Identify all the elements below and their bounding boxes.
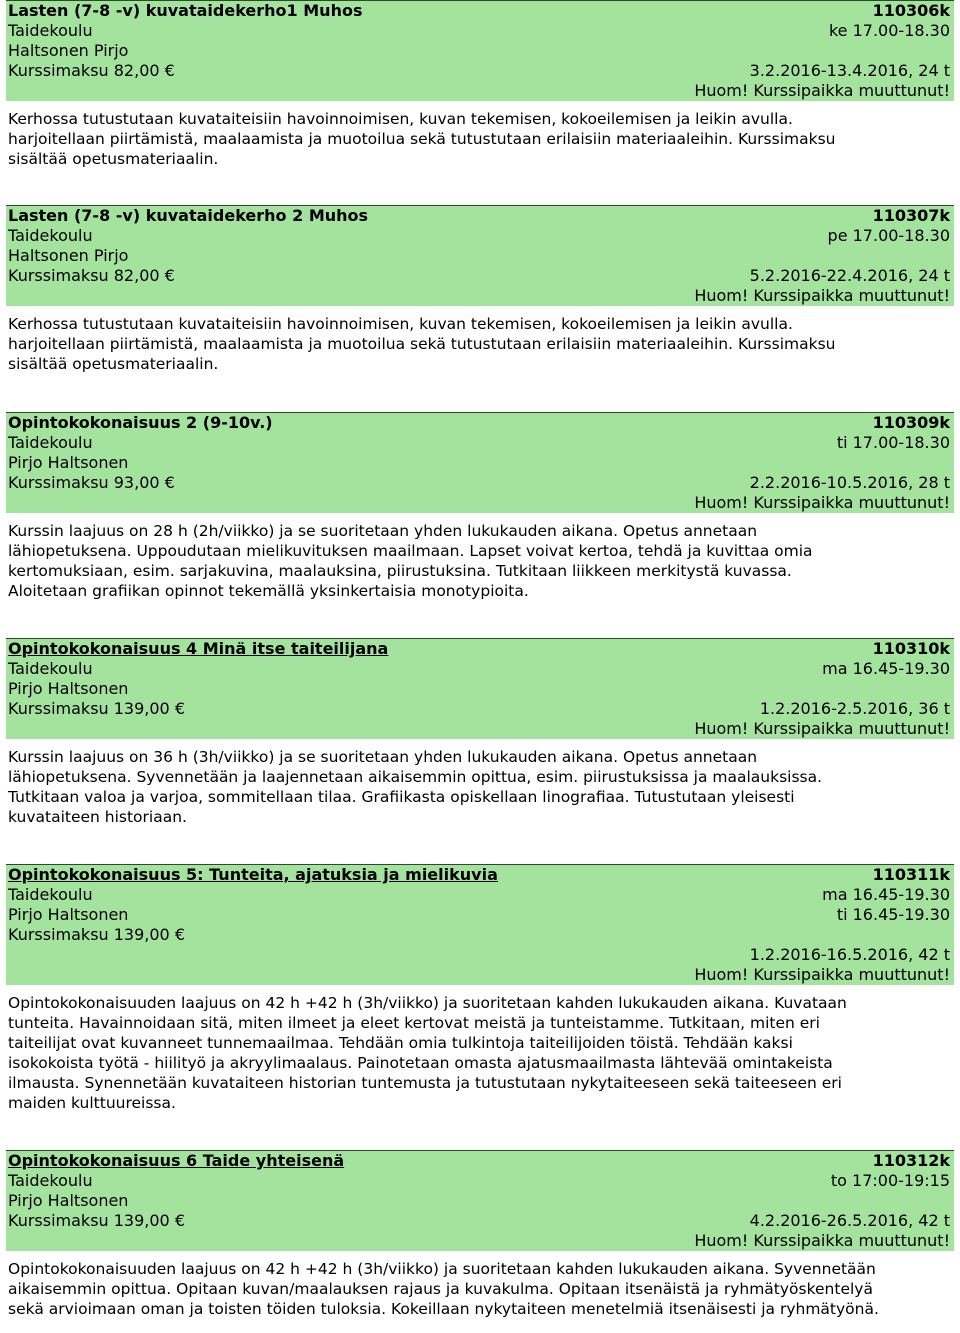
course-notice: Huom! Kurssipaikka muuttunut! (694, 493, 950, 512)
course-fee: Kurssimaksu 82,00 € (8, 266, 175, 285)
course-description: Kerhossa tutustutaan kuvataiteisiin havoinnoimisen, kuvan tekemisen, kokoeilemisen ja leikin avulla. harjoitellaan piirtämistä, maalaamista ja muotoilua sekä tutustutaan erilaisiin materiaaleihin. Kurssimaksu sisältää opetusmateriaalin. (8, 315, 836, 373)
course-title: Opintokokonaisuus 2 (9-10v.) (8, 413, 273, 432)
course-dates: 4.2.2016-26.5.2016, 42 t (749, 1211, 950, 1230)
course-time: ma 16.45-19.30 (822, 885, 950, 904)
euro-icon: € (174, 1211, 186, 1230)
course-block (0, 1150, 960, 1319)
course-block (0, 412, 960, 601)
course-dates: 2.2.2016-10.5.2016, 28 t (749, 473, 950, 492)
euro-icon: € (174, 699, 186, 718)
course-dates: 5.2.2016-22.4.2016, 24 t (749, 266, 950, 285)
teacher-name: Pirjo Haltsonen (8, 453, 129, 472)
course-time: pe 17.00-18.30 (827, 226, 950, 245)
course-header (6, 0, 954, 101)
course-block (0, 0, 960, 169)
school-name: Taidekoulu (8, 885, 93, 904)
course-code: 110309k (872, 413, 950, 432)
teacher-name: Pirjo Haltsonen (8, 679, 129, 698)
course-notice: Huom! Kurssipaikka muuttunut! (694, 286, 950, 305)
course-notice: Huom! Kurssipaikka muuttunut! (694, 1231, 950, 1250)
teacher-name: Haltsonen Pirjo (8, 246, 129, 265)
course-fee: Kurssimaksu 82,00 € (8, 61, 175, 80)
course-time: ti 17.00-18.30 (836, 433, 950, 452)
course-block (0, 864, 960, 1113)
euro-icon: € (164, 266, 175, 285)
course-time: to 17:00-19:15 (830, 1171, 950, 1190)
euro-icon: € (164, 61, 175, 80)
school-name: Taidekoulu (8, 433, 93, 452)
course-notice: Huom! Kurssipaikka muuttunut! (694, 81, 950, 100)
teacher-name: Pirjo Haltsonen (8, 1191, 129, 1210)
course-block (0, 205, 960, 374)
course-fee: Kurssimaksu 93,00 € (8, 473, 175, 492)
course-time: ma 16.45-19.30 (822, 659, 950, 678)
course-description: Kurssin laajuus on 28 h (2h/viikko) ja se suoritetaan yhden lukukauden aikana. Opetus annetaan lähiopetuksena. Uppoudutaan mielikuvituksen maailmaan. Lapset voivat kertoa, tehdä ja kuvittaa omia kertomuksiaan, esim. sarjakuvina, maalauksina, piirustuksina. Tutkitaan liikkeen merkitystä kuvassa. Aloitetaan grafiikan opinnot tekemällä yksinkertaisia monotypioita. (8, 522, 813, 600)
course-header (6, 412, 954, 513)
course-time: ti 16.45-19.30 (836, 905, 950, 924)
course-title: Opintokokonaisuus 4 Minä itse taiteilijana (8, 639, 389, 658)
course-description: Kurssin laajuus on 36 h (3h/viikko) ja se suoritetaan yhden lukukauden aikana. Opetus annetaan lähiopetuksena. Syvennetään ja laajennetaan aikaisemmin opittua, esim. piirustuksissa ja maalauksissa. Tutkitaan valoa ja varjoa, sommitellaan tilaa. Grafiikasta opiskellaan linografiaa. Tutustutaan yleisesti kuvataiteen historiaan. (8, 748, 823, 826)
course-dates: 1.2.2016-2.5.2016, 36 t (759, 699, 950, 718)
course-code: 110311k (872, 865, 950, 884)
course-fee: Kurssimaksu 139,00 € (8, 699, 186, 718)
course-dates: 1.2.2016-16.5.2016, 42 t (749, 945, 950, 964)
euro-icon: € (174, 925, 186, 944)
course-description: Opintokokonaisuuden laajuus on 42 h +42 h (3h/viikko) ja suoritetaan kahden lukukauden aikana. Kuvataan tunteita. Havainnoidaan sitä, miten ilmeet ja eleet kertovat meistä ja tunteistamme. Tutkitaan, miten eri taiteilijat ovat kuvanneet tunnemaailmaa. Tehdään omia tulkintoja taiteilijoiden töistä. Tehdään kaksi isokokoista työtä - hiilityö ja akryylimaalaus. Painotetaan omasta ajatusmaailmasta lähtevää omintakeista ilmaustа. Synennetään kuvataiteen historian tuntemusta ja tutustutaan nykytaiteeseen sekä taiteeseen eri maiden kulttuureissa. (8, 994, 847, 1112)
course-notice: Huom! Kurssipaikka muuttunut! (694, 965, 950, 984)
course-header (6, 638, 954, 739)
course-description: Opintokokonaisuuden laajuus on 42 h +42 h (3h/viikko) ja suoritetaan kahden lukukauden aikana. Syvennetään aikaisemmin opittua. Opitaan kuvan/maalauksen rajaus ja kuvakulma. Opitaan itsenäistä ja ryhmätyöskentelyä sekä arvioimaan oman ja toisten töiden tuloksia. Kokeillaan nykytaiteen menetelmiä itsenäisesti ja ryhmätyönä. (8, 1260, 879, 1318)
course-code: 110306k (872, 1, 950, 20)
course-notice: Huom! Kurssipaikka muuttunut! (694, 719, 950, 738)
course-time: ke 17.00-18.30 (828, 21, 950, 40)
course-title: Opintokokonaisuus 6 Taide yhteisenä (8, 1151, 345, 1170)
euro-icon: € (164, 473, 175, 492)
course-fee: Kurssimaksu 139,00 € (8, 1211, 186, 1230)
course-code: 110310k (872, 639, 950, 658)
course-title: Lasten (7-8 -v) kuvataidekerho1 Muhos (8, 1, 363, 20)
course-header (6, 205, 954, 306)
course-code: 110312k (872, 1151, 950, 1170)
course-description: Kerhossa tutustutaan kuvataiteisiin havoinnoimisen, kuvan tekemisen, kokoeilemisen ja leikin avulla. harjoitellaan piirtämistä, maalaamista ja muotoilua sekä tutustutaan erilaisiin materiaaleihin. Kurssimaksu sisältää opetusmateriaalin. (8, 110, 836, 168)
teacher-name: Haltsonen Pirjo (8, 41, 129, 60)
school-name: Taidekoulu (8, 226, 93, 245)
teacher-name: Pirjo Haltsonen (8, 905, 129, 924)
course-header (6, 864, 954, 985)
school-name: Taidekoulu (8, 21, 93, 40)
course-dates: 3.2.2016-13.4.2016, 24 t (749, 61, 950, 80)
school-name: Taidekoulu (8, 659, 93, 678)
course-block (0, 638, 960, 827)
course-title: Lasten (7-8 -v) kuvataidekerho 2 Muhos (8, 206, 369, 225)
course-fee: Kurssimaksu 139,00 € (8, 925, 186, 944)
school-name: Taidekoulu (8, 1171, 93, 1190)
course-code: 110307k (872, 206, 950, 225)
course-title: Opintokokonaisuus 5: Tunteita, ajatuksia ja mielikuvia (8, 865, 498, 884)
course-header (6, 1150, 954, 1251)
